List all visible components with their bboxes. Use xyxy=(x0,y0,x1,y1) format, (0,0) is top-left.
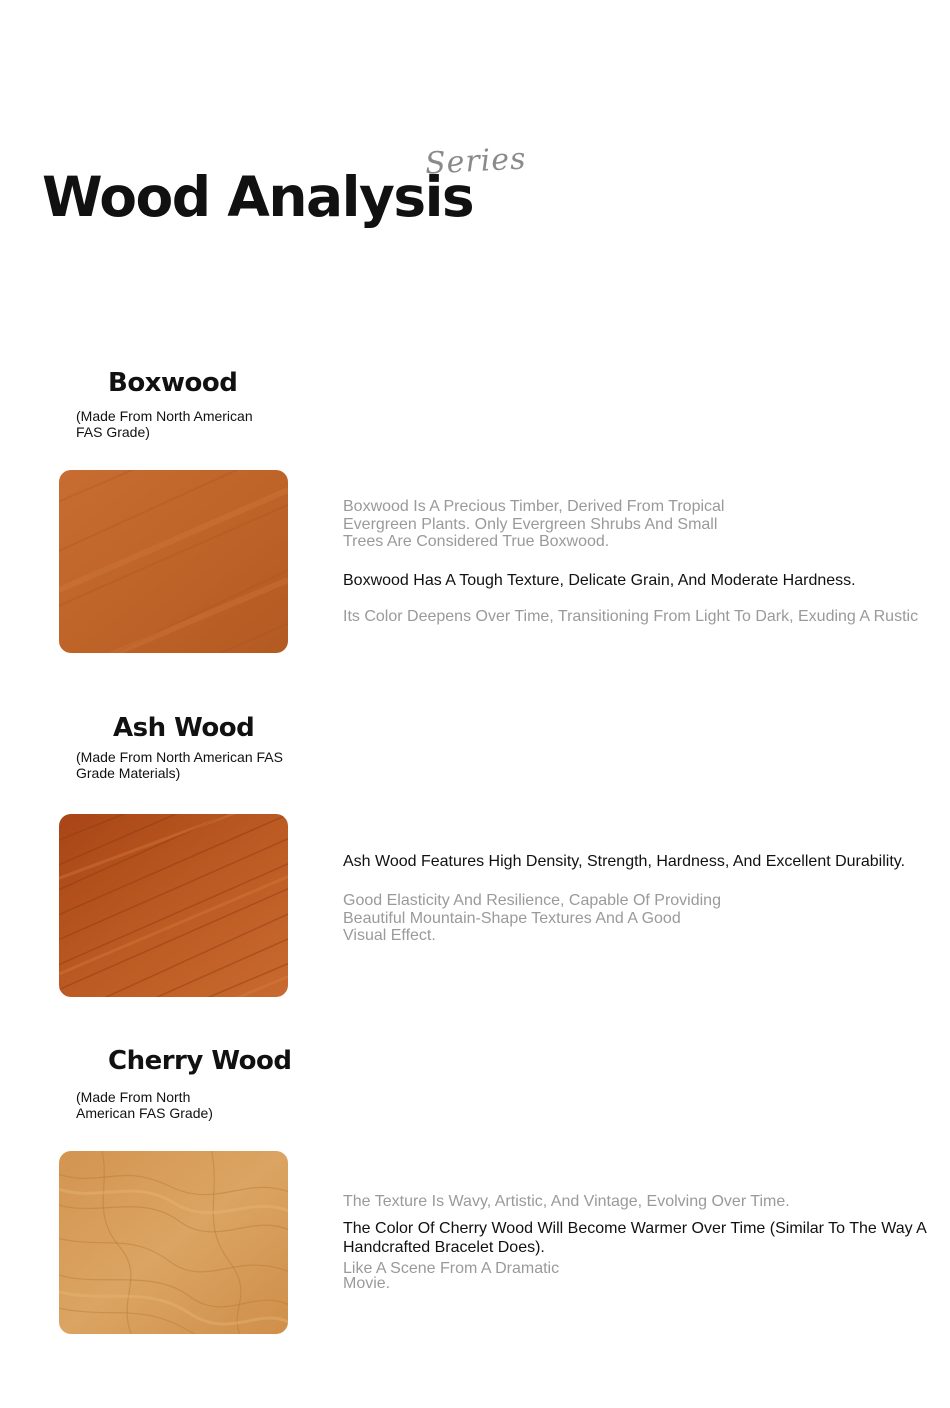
wood-description: The Color Of Cherry Wood Will Become Warmer Over Time (Similar To The Way A Handcrafted Bracelet Does). xyxy=(343,1220,926,1256)
wood-description: The Texture Is Wavy, Artistic, And Vintage, Evolving Over Time. xyxy=(343,1193,790,1210)
wood-swatch-boxwood xyxy=(59,470,288,653)
wood-origin: (Made From North American FAS Grade Materials) xyxy=(76,749,283,781)
wood-swatch-ash-wood xyxy=(59,814,288,997)
page-title: Wood Analysis xyxy=(42,165,474,229)
wood-description: Boxwood Has A Tough Texture, Delicate Grain, And Moderate Hardness. xyxy=(343,572,856,589)
wood-name: Cherry Wood xyxy=(108,1046,292,1076)
wood-description: Like A Scene From A Dramatic Movie. xyxy=(343,1260,560,1292)
wood-name: Ash Wood xyxy=(113,713,255,743)
wood-swatch-cherry-wood xyxy=(59,1151,288,1334)
boxwood-texture xyxy=(59,470,288,653)
wood-origin: (Made From North American FAS Grade) xyxy=(76,1089,213,1121)
wood-name: Boxwood xyxy=(108,368,238,398)
series-script-word: Series xyxy=(424,141,528,182)
page-header xyxy=(42,140,562,270)
ash-wood-texture xyxy=(59,814,288,997)
wood-description: Boxwood Is A Precious Timber, Derived From Tropical Evergreen Plants. Only Evergreen Shrubs And Small Trees Are Considered True Boxwood. xyxy=(343,498,725,550)
wood-description: Ash Wood Features High Density, Strength, Hardness, And Excellent Durability. xyxy=(343,853,906,870)
cherry-wood-texture xyxy=(59,1151,288,1334)
wood-description: Good Elasticity And Resilience, Capable Of Providing Beautiful Mountain-Shape Textures And A Good Visual Effect. xyxy=(343,892,721,944)
wood-description: Its Color Deepens Over Time, Transitioning From Light To Dark, Exuding A Rustic xyxy=(343,608,919,625)
wood-origin: (Made From North American FAS Grade) xyxy=(76,408,253,440)
